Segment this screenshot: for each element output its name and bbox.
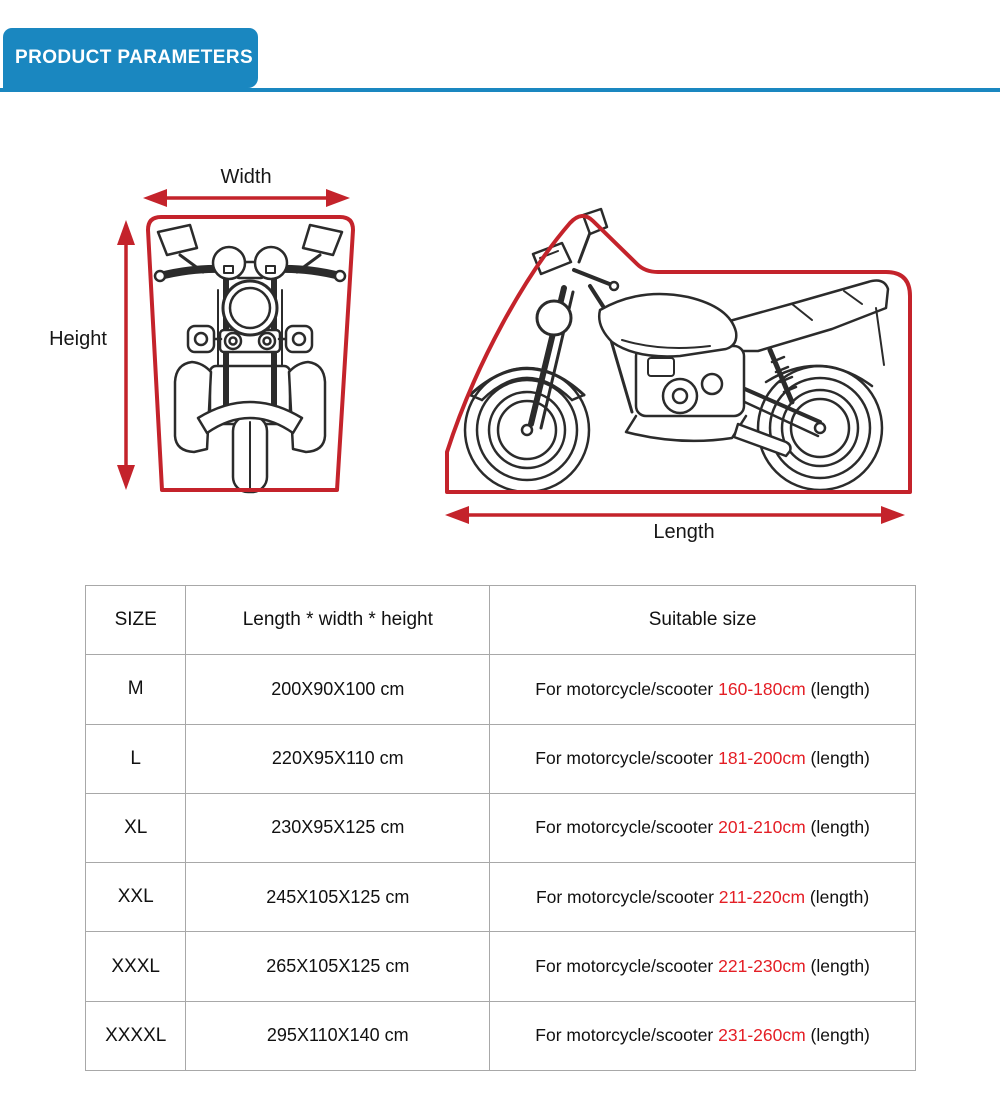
column-header-size: SIZE bbox=[86, 586, 186, 655]
suitable-prefix: For motorcycle/scooter bbox=[535, 886, 719, 907]
width-arrow-icon bbox=[143, 189, 350, 207]
suitable-range: 160-180cm bbox=[718, 678, 806, 699]
column-header-suitable: Suitable size bbox=[490, 586, 916, 655]
motorcycle-side-drawing bbox=[465, 209, 888, 492]
suitable-range: 201-210cm bbox=[718, 817, 806, 838]
side-view-diagram bbox=[440, 190, 920, 535]
size-value: XXL bbox=[86, 863, 186, 932]
suitable-prefix: For motorcycle/scooter bbox=[535, 678, 719, 699]
table-row bbox=[86, 793, 916, 862]
suitable-value bbox=[490, 724, 916, 793]
size-value: L bbox=[86, 724, 186, 793]
suitable-range: 211-220cm bbox=[718, 886, 806, 907]
size-value: XXXL bbox=[86, 932, 186, 1001]
dimensions-value: 220X95X110 cm bbox=[186, 724, 490, 793]
suitable-suffix: (length) bbox=[805, 748, 870, 769]
table-row bbox=[86, 1001, 916, 1070]
suitable-suffix: (length) bbox=[805, 678, 870, 699]
height-arrow-icon bbox=[117, 220, 135, 490]
table-row bbox=[86, 724, 916, 793]
suitable-suffix: (length) bbox=[805, 1025, 870, 1046]
table-row bbox=[86, 863, 916, 932]
table-row bbox=[86, 655, 916, 724]
size-value: XL bbox=[86, 793, 186, 862]
header-divider-line bbox=[0, 88, 1000, 92]
suitable-value bbox=[490, 1001, 916, 1070]
size-chart-table bbox=[85, 585, 916, 1071]
suitable-suffix: (length) bbox=[805, 817, 870, 838]
width-dimension-label: Width bbox=[220, 166, 272, 188]
size-value: M bbox=[86, 655, 186, 724]
table-header-row bbox=[86, 586, 916, 655]
suitable-range: 221-230cm bbox=[718, 956, 806, 977]
dimensions-value: 245X105X125 cm bbox=[186, 863, 490, 932]
suitable-value bbox=[490, 793, 916, 862]
suitable-value bbox=[490, 932, 916, 1001]
suitable-suffix: (length) bbox=[805, 956, 870, 977]
section-header-banner bbox=[3, 28, 258, 88]
length-arrow-icon bbox=[445, 506, 905, 524]
suitable-range: 231-260cm bbox=[718, 1025, 806, 1046]
motorcycle-front-drawing bbox=[155, 225, 345, 492]
size-value: XXXXL bbox=[86, 1001, 186, 1070]
dimensions-value: 230X95X125 cm bbox=[186, 793, 490, 862]
column-header-dimensions: Length * width * height bbox=[186, 586, 490, 655]
page-title: PRODUCT PARAMETERS bbox=[15, 47, 254, 68]
suitable-range: 181-200cm bbox=[718, 748, 806, 769]
suitable-prefix: For motorcycle/scooter bbox=[535, 748, 719, 769]
suitable-value bbox=[490, 863, 916, 932]
dimensions-value: 265X105X125 cm bbox=[186, 932, 490, 1001]
height-dimension-label: Height bbox=[49, 328, 107, 350]
dimensions-value: 295X110X140 cm bbox=[186, 1001, 490, 1070]
suitable-value bbox=[490, 655, 916, 724]
suitable-suffix: (length) bbox=[805, 886, 870, 907]
suitable-prefix: For motorcycle/scooter bbox=[535, 817, 719, 838]
table-row bbox=[86, 932, 916, 1001]
suitable-prefix: For motorcycle/scooter bbox=[535, 1025, 719, 1046]
dimensions-value: 200X90X100 cm bbox=[186, 655, 490, 724]
suitable-prefix: For motorcycle/scooter bbox=[535, 956, 719, 977]
length-dimension-label: Length bbox=[653, 521, 715, 543]
front-view-diagram bbox=[40, 160, 360, 505]
